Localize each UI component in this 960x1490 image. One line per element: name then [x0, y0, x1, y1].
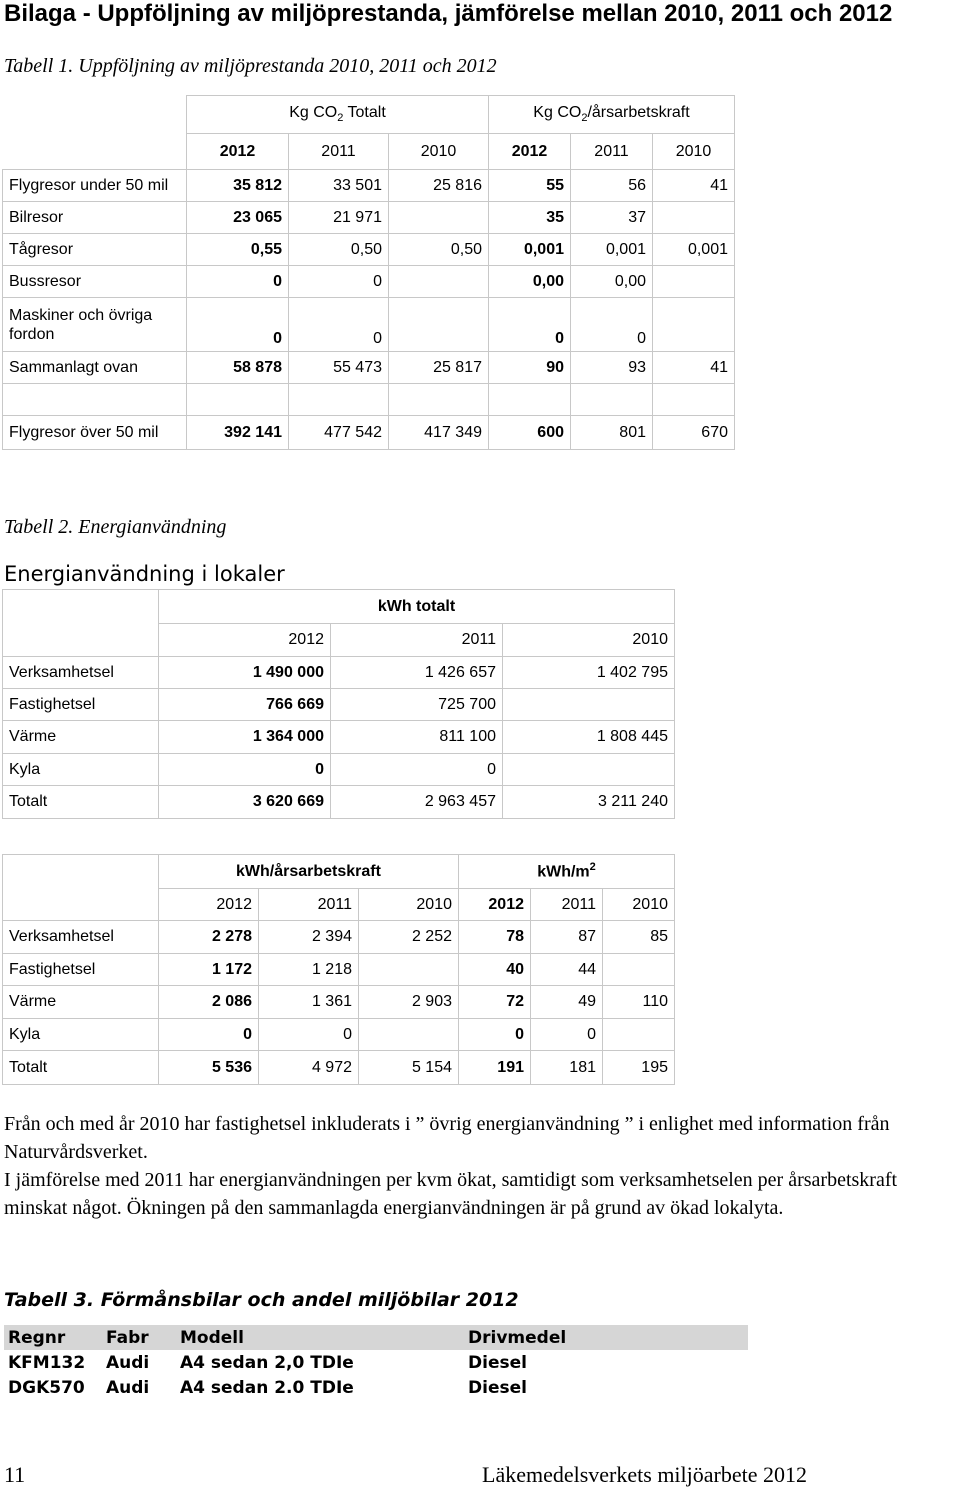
energy-total-table	[2, 589, 675, 819]
cell: 811 100	[331, 721, 503, 754]
table-row	[3, 266, 735, 298]
cell: 0	[571, 298, 653, 352]
cell: 41	[653, 170, 735, 202]
cell: 0,001	[489, 234, 571, 266]
page-number: 11	[4, 1462, 26, 1487]
cell: 72	[459, 986, 531, 1019]
table-header-row	[4, 1325, 748, 1350]
cell	[653, 298, 735, 352]
cell: 21 971	[289, 202, 389, 234]
cell	[389, 266, 489, 298]
table-row	[3, 954, 675, 986]
cell: 2 903	[359, 986, 459, 1019]
year-header-row	[3, 889, 675, 921]
cell: 3 211 240	[503, 786, 675, 819]
kwh-total-header: kWh totalt	[159, 590, 675, 624]
cell: Audi	[106, 1352, 150, 1373]
row-label: Sammanlagt ovan	[3, 352, 187, 384]
row-label: Maskiner och övriga fordon	[3, 298, 187, 352]
column-header: Regnr	[4, 1325, 102, 1350]
cell: 25 816	[389, 170, 489, 202]
table2-caption: Tabell 2. Energianvändning	[4, 516, 227, 538]
year-header: 2010	[503, 624, 675, 657]
note-paragraph: Från och med år 2010 har fastighetsel inkluderats i ” övrig energianvändning ” i enlighet med information från Naturvårdsverket.	[4, 1113, 890, 1163]
cell: 1 808 445	[503, 721, 675, 754]
co2-table	[2, 95, 735, 450]
cell: 0	[531, 1019, 603, 1051]
cell	[653, 266, 735, 298]
row-label: Verksamhetsel	[3, 921, 159, 954]
year-header: 2012	[159, 889, 259, 921]
column-header: Drivmedel	[464, 1325, 748, 1350]
cell	[359, 1019, 459, 1051]
cell: 1 218	[259, 954, 359, 986]
year-header: 2011	[331, 624, 503, 657]
table-row	[4, 1375, 748, 1400]
table-row	[3, 986, 675, 1019]
cell: 44	[531, 954, 603, 986]
cell: 600	[489, 416, 571, 450]
energy-per-unit-table	[2, 854, 675, 1085]
company-cars-table	[4, 1325, 748, 1400]
year-header-row	[3, 624, 675, 657]
cell	[503, 689, 675, 721]
cell	[653, 202, 735, 234]
cell: 85	[603, 921, 675, 954]
row-label: Totalt	[3, 786, 159, 819]
cell: 0	[159, 1019, 259, 1051]
spacer-row	[3, 384, 735, 416]
cell: 1 172	[159, 954, 259, 986]
row-label: Värme	[3, 721, 159, 754]
row-label: Totalt	[3, 1051, 159, 1085]
cell: 0	[259, 1019, 359, 1051]
co2-total-header: Kg $CO_2$ Totalt	[187, 96, 489, 134]
cell	[389, 298, 489, 352]
cell: 0,50	[289, 234, 389, 266]
cell: 2 394	[259, 921, 359, 954]
table1-caption: Tabell 1. Uppföljning av miljöprestanda 2010, 2011 och 2012	[4, 55, 497, 77]
cell: 0	[159, 754, 331, 786]
cell: 0,00	[571, 266, 653, 298]
cell	[503, 754, 675, 786]
table-row	[3, 689, 675, 721]
year-header: 2010	[359, 889, 459, 921]
cell: 55 473	[289, 352, 389, 384]
cell: 87	[531, 921, 603, 954]
cell: 40	[459, 954, 531, 986]
cell: 33 501	[289, 170, 389, 202]
row-label: Bilresor	[3, 202, 187, 234]
cell: 477 542	[289, 416, 389, 450]
cell: 4 972	[259, 1051, 359, 1085]
table-row	[3, 202, 735, 234]
cell: 0	[289, 298, 389, 352]
cell	[359, 954, 459, 986]
row-label: Bussresor	[3, 266, 187, 298]
year-header: 2012	[489, 134, 571, 170]
cell: 78	[459, 921, 531, 954]
cell: 93	[571, 352, 653, 384]
cell: 0	[289, 266, 389, 298]
cell: 0	[489, 298, 571, 352]
cell: 3 620 669	[159, 786, 331, 819]
cell: 0,55	[187, 234, 289, 266]
row-label: Fastighetsel	[3, 954, 159, 986]
cell: 181	[531, 1051, 603, 1085]
page-title: Bilaga - Uppföljning av miljöprestanda, jämförelse mellan 2010, 2011 och 2012	[4, 0, 893, 27]
year-header: 2011	[289, 134, 389, 170]
table-row	[4, 1350, 748, 1375]
cell: 41	[653, 352, 735, 384]
co2-per-employee-header: Kg $CO_2$/årsarbetskraft	[489, 96, 735, 134]
cell: A4 sedan 2,0 TDIe	[180, 1352, 354, 1373]
cell: 417 349	[389, 416, 489, 450]
cell: 392 141	[187, 416, 289, 450]
cell: 1 402 795	[503, 657, 675, 689]
table-row	[3, 416, 735, 450]
kwh-per-employee-header: kWh/årsarbetskraft	[159, 855, 459, 889]
cell: 0	[331, 754, 503, 786]
year-header: 2012	[459, 889, 531, 921]
footer-publication: Läkemedelsverkets miljöarbete 2012	[482, 1462, 807, 1487]
cell: 670	[653, 416, 735, 450]
table-row	[3, 921, 675, 954]
cell: 23 065	[187, 202, 289, 234]
cell: 195	[603, 1051, 675, 1085]
cell: 35 812	[187, 170, 289, 202]
row-label: Fastighetsel	[3, 689, 159, 721]
cell: 2 252	[359, 921, 459, 954]
cell: 1 364 000	[159, 721, 331, 754]
table-row	[3, 298, 735, 352]
cell: 35	[489, 202, 571, 234]
comparison-paragraph: I jämförelse med 2011 har energianvändningen per kvm ökat, samtidigt som verksamhetselen per årsarbetskraft minskat något. Ökningen på den sammanlagda energianvändningen är på grund av ökad lokalyta.	[4, 1169, 898, 1219]
row-label: Tågresor	[3, 234, 187, 266]
table-row	[3, 721, 675, 754]
cell: 2 278	[159, 921, 259, 954]
column-header: Modell	[176, 1325, 464, 1350]
table-row-total	[3, 1051, 675, 1085]
cell	[603, 954, 675, 986]
table-row	[3, 754, 675, 786]
column-header: Fabr	[102, 1325, 176, 1350]
cell	[389, 202, 489, 234]
cell: 1 426 657	[331, 657, 503, 689]
table-row	[3, 234, 735, 266]
cell: 0,50	[389, 234, 489, 266]
table-row	[3, 170, 735, 202]
table3-caption: Tabell 3. Förmånsbilar och andel miljöbilar 2012	[4, 1289, 519, 1311]
cell: Diesel	[468, 1352, 527, 1373]
cell: 801	[571, 416, 653, 450]
cell: Diesel	[468, 1377, 527, 1398]
row-label: Kyla	[3, 754, 159, 786]
year-header: 2012	[187, 134, 289, 170]
cell: Audi	[106, 1377, 150, 1398]
cell: 725 700	[331, 689, 503, 721]
cell: KFM132	[8, 1352, 86, 1373]
cell: 0,001	[653, 234, 735, 266]
cell: 5 154	[359, 1051, 459, 1085]
year-header: 2012	[159, 624, 331, 657]
cell: 55	[489, 170, 571, 202]
cell	[603, 1019, 675, 1051]
cell: 49	[531, 986, 603, 1019]
kwh-per-m2-header: kWh/$m^2$	[459, 855, 675, 889]
cell: 766 669	[159, 689, 331, 721]
table-row	[3, 1019, 675, 1051]
row-label: Verksamhetsel	[3, 657, 159, 689]
cell: 1 361	[259, 986, 359, 1019]
cell: 56	[571, 170, 653, 202]
year-header: 2011	[259, 889, 359, 921]
cell: DGK570	[8, 1377, 85, 1398]
cell: 1 490 000	[159, 657, 331, 689]
table-row	[3, 657, 675, 689]
cell: 37	[571, 202, 653, 234]
cell: 0	[459, 1019, 531, 1051]
table-row-total	[3, 352, 735, 384]
section-heading: Energianvändning i lokaler	[4, 562, 285, 586]
cell: 0	[187, 298, 289, 352]
cell: 0,00	[489, 266, 571, 298]
row-label: Värme	[3, 986, 159, 1019]
cell: 0	[187, 266, 289, 298]
cell: 0,001	[571, 234, 653, 266]
cell: 90	[489, 352, 571, 384]
year-header: 2010	[653, 134, 735, 170]
cell: A4 sedan 2.0 TDIe	[180, 1377, 354, 1398]
cell: 2 963 457	[331, 786, 503, 819]
cell: 191	[459, 1051, 531, 1085]
year-header: 2011	[531, 889, 603, 921]
year-header: 2011	[571, 134, 653, 170]
row-label: Kyla	[3, 1019, 159, 1051]
row-label: Flygresor under 50 mil	[3, 170, 187, 202]
cell: 110	[603, 986, 675, 1019]
cell: 2 086	[159, 986, 259, 1019]
table-row-total	[3, 786, 675, 819]
cell: 25 817	[389, 352, 489, 384]
row-label: Flygresor över 50 mil	[3, 416, 187, 450]
year-header: 2010	[389, 134, 489, 170]
year-header: 2010	[603, 889, 675, 921]
cell: 5 536	[159, 1051, 259, 1085]
cell: 58 878	[187, 352, 289, 384]
